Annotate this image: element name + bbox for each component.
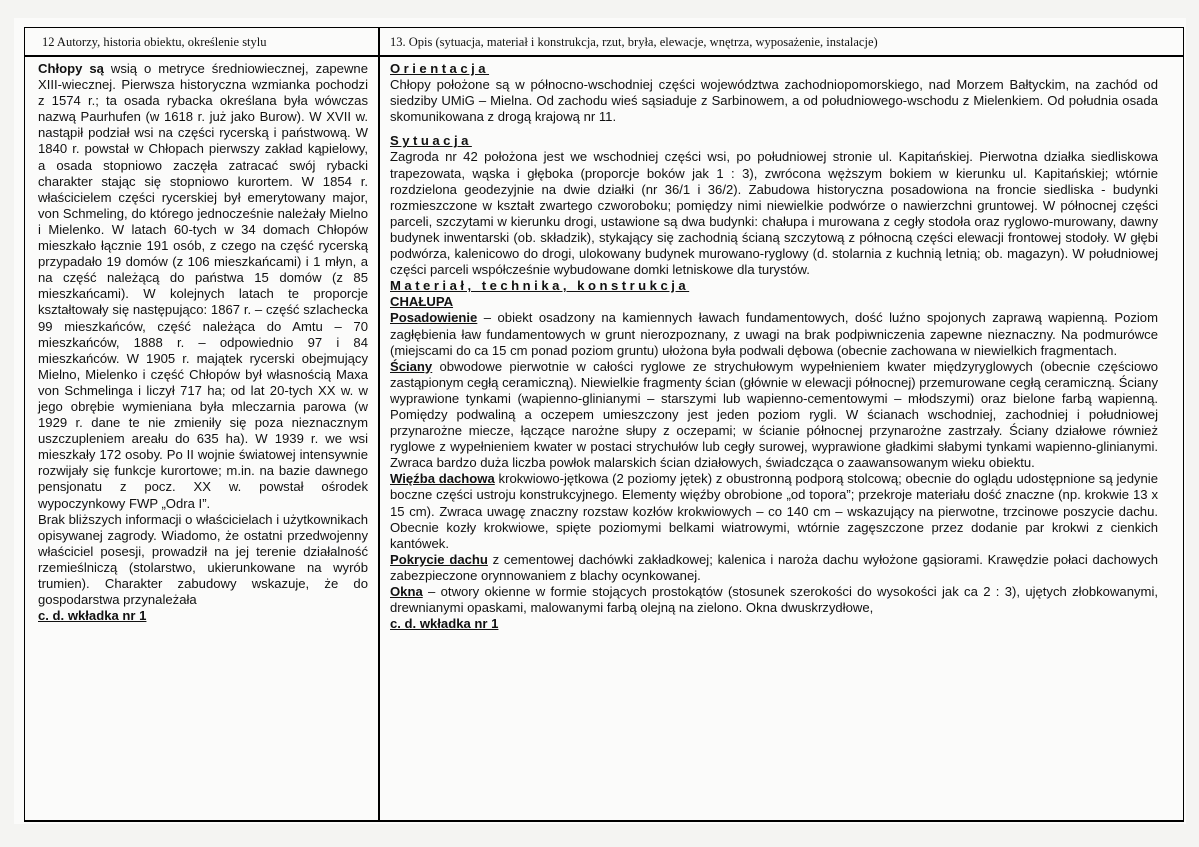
item-text: – otwory okienne w formie stojących prostokątów (stosunek szerokości do wysokości jak ca 2 : 3), ujętych złobkowanymi, drewnianymi opaskami, malowanymi farbą olejną na zielono. Okna dwuskrzydłowe, bbox=[390, 584, 1158, 616]
column-divider bbox=[378, 27, 380, 822]
description-column bbox=[390, 61, 1158, 632]
right-header: 13. Opis (sytuacja, materiał i konstrukcja, rzut, bryła, elewacje, wnętrza, wyposażenie, instalacje) bbox=[390, 35, 878, 49]
history-lead: Chłopy są bbox=[38, 61, 104, 76]
continuation-note: c. d. wkładka nr 1 bbox=[38, 608, 147, 624]
continuation-note: c. d. wkładka nr 1 bbox=[390, 616, 499, 632]
item-wiezba bbox=[390, 471, 1158, 551]
section-material-title: Materiał, technika, konstrukcja bbox=[390, 278, 690, 294]
item-sciany bbox=[390, 359, 1158, 472]
history-column bbox=[38, 61, 368, 624]
section-material-subtitle: CHAŁUPA bbox=[390, 294, 454, 310]
bottom-rule bbox=[24, 820, 1184, 822]
owners-paragraph: Brak bliższych informacji o właścicielach i użytkownikach opisywanej zagrody. Wiadomo, że ostatni przedwojenny właściciel posesji, prowadził na jej terenie działalność rzemieślniczą (stolarstwo, ukierunkowane na wyrób trumien). Charakter zabudowy wskazuje, że do gospodarstwa przynależała bbox=[38, 511, 368, 608]
section-orientacja-title: Orientacja bbox=[390, 61, 490, 76]
item-text: krokwiowo-jętkowa (2 poziomy jętek) z obustronną podporą stolcową; obecnie do oglądu udostępnione są jedynie boczne części ustroju konstrukcyjnego. Elementy więźby obrobione „od topora”; przekroje materiału dość znaczne (np. krokwie 13 x 15 cm). Zwraca uwagę znaczny rozstaw kozłów krokwiowych – co 140 cm – wskazujący na pierwotne, trzcinowe poszycie dachu. Obecnie kozły krokwiowe, spięte poziomymi belkami wiatrowymi, wtórnie zagęszczone przez dodanie par krokwi z cienkich kantówek. bbox=[390, 471, 1159, 551]
top-rule bbox=[24, 27, 1184, 28]
item-label: Ściany bbox=[390, 358, 433, 374]
history-paragraph bbox=[38, 61, 368, 512]
item-pokrycie bbox=[390, 552, 1158, 584]
left-border bbox=[24, 27, 25, 822]
item-okna bbox=[390, 584, 1158, 616]
item-text: – obiekt osadzony na kamiennych ławach fundamentowych, dość luźno spojonych zaprawą wapienną. Poziom zagłębienia ław fundamentowych w grunt nierozpoznany, z uwagi na brak podpiwniczenia zapewne nieznaczny. Na podmurówce (miejscami do ca 15 cm ponad poziom gruntu) ułożona była podwali dębowa (obecnie zachowana w niewielkich fragmentach. bbox=[390, 310, 1158, 358]
history-text: wsią o metryce średniowiecznej, zapewne XIII-wiecznej. Pierwsza historyczna wzmianka pochodzi z 1574 r.; ta osada rybacka określana była wówczas nazwą Paurhufen (w 1618 r. już jako Burow). W XVII w. nastąpił podział wsi na części rycerską i państwową. W 1840 r. powstał w Chłopach pierwszy zakład kąpielowy, a osada stopniowo zaczęła zatracać swój rybacki charakter stając się stopniowo kurortem. W 1854 r. właścicielem części rycerskiej był emerytowany major, von Schmeling, do którego jednocześnie należały Mielno i Mielenko. W latach 60-tych w 34 domach Chłopów mieszkało łącznie 191 osób, z czego na część rycerską przypadało 19 domów (z 106 mieszkańcami) i 1 młyn, a na część należącą do państwa 15 domów (z 85 mieszkańcami). W kolejnych latach te proporcje kształtowały się następująco: 1867 r. – część szlachecka 99 mieszkańców, część należąca do Amtu – 70 mieszkańców, 1888 r. – odpowiednio 97 i 84 mieszkańców. W 1905 r. majątek rycerski obejmujący Mielno, Mielenko i część Chłopów był własnością Maxa von Schmelinga i liczył 717 ha; od lat 20-tych XX w. w jego obrębie wymieniana była mleczarnia parowa (w 1929 r. dane te nie zmieniły się poza nieznacznym uszczupleniem areału do 635 ha). W 1939 r. we wsi mieszkały 172 osoby. Po II wojnie światowej intensywnie rozwijały się funkcje kurortowe; m.in. na bazie dawnego pensjonatu z pocz. XX w. powstał ośrodek wypoczynkowy FWP „Odra I”. bbox=[38, 61, 368, 511]
item-text: z cementowej dachówki zakładkowej; kalenica i naroża dachu wyłożone gąsiorami. Krawędzie połaci dachowych zabezpieczone orynnowaniem z blachy ocynkowanej. bbox=[390, 551, 1158, 583]
section-sytuacja-text: Zagroda nr 42 położona jest we wschodniej części wsi, po południowej stronie ul. Kapitańskiej. Pierwotna działka siedliskowa trapezowata, wąska i głęboka (proporcje boków jak 1 : 3), zwrócona węższym bokiem w kierunku ul. Kapitańskiej; wtórnie rozdzielona geodezyjnie na dwie działki (nr 36/1 i 36/2). Zabudowa historyczna posadowiona na froncie siedliska - budynki rozmieszczone w kształt zwartego czworoboku; pomiędzy nimi niewielkie podwórze o nawierzchni gruntowej. W północnej części parceli, szczytami w kierunku drogi, ustawione są dwa budynki: chałupa i murowana z cegły stodoła oraz ryglowo-murowany, dawny budynek inwentarski (ob. składzik), stykający się zachodnią ścianą szczytową z północną części elewacji frontowej stodoły. W głębi podwórza, kalenicowo do drogi, ulokowany budynek murowano-ryglowy (d. stolarnia z kuchnią letnią; ob. magazyn). W południowej części parceli współcześnie wybudowane domki letniskowe dla turystów. bbox=[390, 149, 1158, 278]
item-posadowienie bbox=[390, 310, 1158, 358]
header-rule bbox=[24, 55, 1184, 57]
section-sytuacja-title: Sytuacja bbox=[390, 133, 472, 149]
left-header: 12 Autorzy, historia obiektu, określenie stylu bbox=[42, 35, 267, 49]
item-label: Posadowienie bbox=[390, 310, 478, 326]
item-label: Więźba dachowa bbox=[390, 471, 495, 487]
item-label: Okna bbox=[390, 584, 423, 599]
item-text: obwodowe pierwotnie w całości ryglowe ze strychułowym wypełnieniem kwater międzyryglowych (obecnie częściowo zastąpionym cegłą ceramiczną). Niewielkie fragmenty ścian (głównie w elewacji północnej) przemurowane cegłą ceramiczną. Ściany wyprawione tynkami (wapienno-glinianymi – starszymi lub wapienno-cementowymi – młodszymi) oraz bielone farbą wapienną. Pomiędzy podwaliną a oczepem umieszczony jest jeden poziom rygli. W ścianach wschodniej, zachodniej i południowej przynarożne miecze, łączące narożne słupy z oczepami; w ścianie północnej przynarożne zastrzały. Ściany działowe również ryglowe z wypełnieniem kwater w postaci strychułów lub cegły surowej, wyprawione gładkimi słabymi tynkami wapienno-glinianymi. Zwraca bardzo duża liczba powłok malarskich ścian działowych, świadcząca o zaawansowanym wieku obiektu. bbox=[390, 358, 1158, 471]
right-border bbox=[1183, 27, 1184, 822]
section-orientacja-text: Chłopy położone są w północno-wschodniej części województwa zachodniopomorskiego, nad Morzem Bałtyckim, na zachód od siedziby UMiG – Mielna. Od zachodu wieś sąsiaduje z Sarbinowem, a od południowego-wschodu z Mielenkiem. Od południa osada skomunikowana z drogą krajową nr 11. bbox=[390, 77, 1158, 125]
item-label: Pokrycie dachu bbox=[390, 551, 488, 567]
